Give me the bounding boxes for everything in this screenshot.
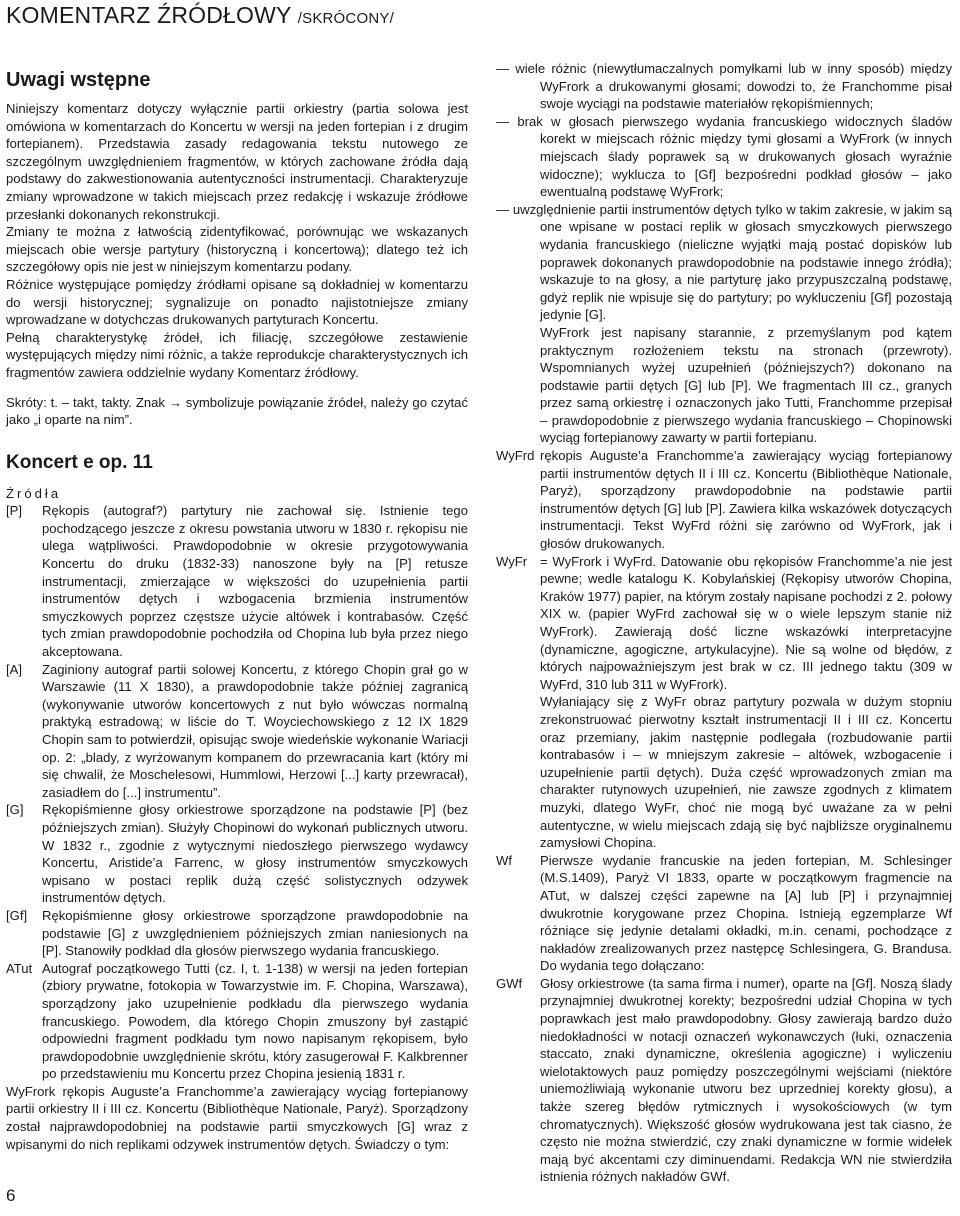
source-entry-g [6,801,468,907]
source-label: WyFr [496,553,528,569]
intro-heading: Uwagi wstępne [6,69,151,91]
source-label: [Gf] [6,907,28,923]
page-title [6,2,394,29]
intro-paragraph-4: Pełną charakterystykę źródeł, ich filiację, szczegółowe zestawienie występujących między nimi różnic, a także reprodukcje charakterystycznych ich fragmentów zawiera oddzielnie wydany Komentarz źródłowy. [6,329,468,380]
source-entry-wyfr [496,553,952,852]
source-label: [G] [6,802,24,818]
page-number: 6 [6,1186,16,1205]
source-label: WyFrd [496,448,535,464]
source-label: [A] [6,661,23,677]
evidence-item-1: — wiele różnic (niewytłumaczalnych pomyłkami lub w inny sposób) między WyFrork a drukowanymi głosami; dowodzi to, że Franchomme pisał swoje wyciągi na podstawie materiałów rękopiśmiennych; [496,61,952,112]
source-text: Głosy orkiestrowe (ta sama firma i numer), oparte na [Gf]. Noszą ślady przynajmniej dwukrotnej korekty; bezpośredni udział Chopina w tych poprawkach jest mało prawdopodobny. Głosy zawierają bardzo dużo niedokładności w notacji oznaczeń wykonawczych (łuki, oznaczenia staccato, znaki dynamiczne, określenia agogiczne) i wyliczeniu wielotaktowych pauz pomiędzy poszczególnymi wejściami (niektóre uniemożliwiają wykonanie utworu bez uprzedniej korekty głosu), a także szereg błędów rytmicznych i wysokościowych (w tym chromatycznych). Większość głosów wydrukowana jest tak ciasno, że często nie można stwierdzić, czy znaki dynamiczne w formie widełek mają być akcentami czy diminuendami. Redakcja WN nie stwierdziła istnienia różnych nakładów GWf. [540,975,952,1185]
source-text: Rękopis (autograf?) partytury nie zachował się. Istnienie tego pochodzącego jeszcze z okresu powstania utworu w 1830 r. rękopisu nie ulega wątpliwości. Prawdopodobnie w okresie przygotowywania Koncertu do druku (1832-33) nanoszone były na [P] retusze instrumentacji, zmierzające w większości do uzupełnienia partii instrumentów dętych i wzbogacenia brzmienia instrumentów smyczkowych poprzez częstsze użycie altówek i kontrabasów. Część tych zmian prawdopodobnie pochodziła od Chopina lub była przez niego akceptowana. [42,503,468,660]
source-entry-gf [6,907,468,960]
sources-heading: Źródła [6,485,62,501]
source-entry-wyfrd [496,447,952,553]
concert-heading: Koncert e op. 11 [6,451,153,473]
evidence-item-3: — uwzględnienie partii instrumentów dętych tylko w takim zakresie, w jakim są one wpisane w postaci replik w głosach smyczkowych pierwszego wydania francuskiego (nieliczne wyjątki mają postać dopisków lub poprawek dokonanych prawdopodobnie na podstawie innego źródła); wskazuje to na głosy, a nie partyturę jako przypuszczalną podstawę, gdyż replik nie wpisuje się do partytury; po wykluczeniu [Gf] pozostają jedynie [G]. [496,201,952,323]
source-entry-p [6,502,468,660]
left-column [6,60,468,1153]
wyfrork-description: WyFrork jest napisany starannie, z przemyślanym pod kątem praktycznym rozłożeniem tekstu na stronach (przewroty). Wspomnianych wyżej uzupełnień (późniejszych?) dokonano na podstawie partii dętych [G] lub [P]. We fragmentach III cz., granych przez samą orkiestrę i oznaczonych jako Tutti, Franchomme przepisał – prawdopodobnie z pierwszego wydania francuskiego – Chopinowski wyciąg fortepianowy zawarty w partii fortepianu. [540,324,952,446]
source-entry-atut [6,960,468,1083]
source-text: Pierwsze wydanie francuskie na jeden fortepian, M. Schlesinger (M.S.1409), Paryż VI 1833, oparte w początkowym fragmencie na ATut, w dalszej części zapewne na [A] lub [P] i przynajmniej dwukrotnie korygowane przez Chopina. Istnieją egzemplarze Wf różniące się jedynie detalami okładki, m.in. cenami, pochodzące z nakładów zrealizowanych przez następcę Schlesingera, G. Brandusa. Do wydania tego dołączano: [540,852,952,974]
source-entry-gwf [496,975,952,1186]
wyfr-text: = WyFrork i WyFrd. Datowanie obu rękopisów Franchomme’a nie jest pewne; wedle katalogu K. Kobylańskiej (Rękopisy utworów Chopina, Kraków 1977) papier, na którym zostały napisane pochodzi z 2. połowy XIX w. (papier WyFrd zachował się w o wiele lepszym stanie niż WyFrork). Zawierają dość liczne wskazówki interpretacyjne (dynamiczne, agogiczne, artykulacyjne). Nie są wolne od błędów, z których najpoważniejszym jest brak w cz. III jednego taktu (309 w WyFrd, 310 lub 311 w WyFrork). [540,553,952,692]
source-text: Rękopiśmienne głosy orkiestrowe sporządzone na podstawie [P] (bez późniejszych zmian). Służyły Chopinowi do wykonań publicznych utworu. W 1832 r., zgodnie z wytycznymi niedoszłego pierwszego wydawcy Koncertu, Aristide’a Farrenc, w głosy instrumentów smyczkowych wpisano w postaci replik dużą część solistycznych odzywek instrumentów dętych. [42,802,468,906]
source-text: Zaginiony autograf partii solowej Koncertu, z którego Chopin grał go w Warszawie (11 X 1830), a prawdopodobnie także później zagranicą (wykonywanie utworów koncertowych z nut było wówczas normalną praktyką estradową; w liście do T. Woyciechowskiego z 12 IX 1829 Chopin sam to potwierdził, opisując swoje wiedeńskie wykonanie Wariacji op. 2: „blady, z wyrżowanym kompanem do przewracania kart (który mi się chwalił, że Moschelesowi, Hummlowi, Herzowi [...] karty przewracał), zasiadłem do [...] instrumentu”. [42,661,468,800]
source-label: ATut [6,960,33,976]
source-label: GWf [496,975,523,991]
source-entry-a [6,661,468,802]
wyfr-extra: Wyłaniający się z WyFr obraz partytury pozwala w dużym stopniu zrekonstruować pierwotny kształt instrumentacji II i III cz. Koncertu oraz przemiany, jakim następnie podlegała (rozbudowanie partii kontrabasów i – w mniejszym zakresie – altówek, wzbogacenie i uzupełnienie partii dętych). Duża część wprowadzonych zmian ma charakter rutynowych uzupełnień, nie zawsze zgodnych z klimatem muzyki, dlatego WyFr, choć nie mogą być uważane za w pełni autentyczne, w wielu miejscach zdają się być najbliższe oryginalnemu zamysłowi Chopina. [540,694,952,851]
source-text [540,553,952,852]
source-text: Rękopiśmienne głosy orkiestrowe sporządzone prawdopodobnie na podstawie [G] z uwzględnieniem późniejszych zmian naniesionych na [P]. Stanowiły podkład dla głosów pierwszego wydania francuskiego. [42,907,468,959]
source-text: Autograf początkowego Tutti (cz. I, t. 1-138) w wersji na jeden fortepian (zbiory prywatne, fotokopia w Towarzystwie im. F. Chopina, Warszawa), sporządzony jako uzupełnienie podkładu dla pierwszego wydania francuskiego. Powodem, dla którego Chopin zmuszony był zastąpić odpowiedni fragment podkładu tym nowo napisanym rękopisem, było prawdopodobnie uwzględnienie skrótu, który zasugerował F. Kalkbrenner po przedstawieniu mu Koncertu przez Chopina jesienią 1831 r. [42,960,468,1082]
source-label: [P] [6,503,23,519]
source-label: Wf [496,852,512,868]
title-subtitle: /SKRÓCONY/ [297,10,394,27]
source-entry-wf [496,852,952,975]
evidence-item-2: — brak w głosach pierwszego wydania francuskiego widocznych śladów korekt w miejscach różnic między tymi głosami a WyFrork (w innych miejscach ślady poprawek są w drukowanych głosach wyraźnie widoczne); wyklucza to [Gf] bezpośredni podkład głosów – jako ewentualną podstawę WyFrork; [496,113,952,200]
source-text: rękopis Auguste’a Franchomme’a zawierający wyciąg fortepianowy partii instrumentów dętych II i III cz. Koncertu (Bibliothèque Nationale, Paryż), sporządzony prawdopodobnie na podstawie partii instrumentów dętych [G] lub [P]. Zawiera kilka wskazówek dotyczących instrumentacji. Tekst WyFrd różni się zarówno od WyFrork, jak i głosów drukowanych. [540,448,952,552]
title-main: KOMENTARZ ŹRÓDŁOWY [6,2,292,28]
source-entry-wyfrork: WyFrork rękopis Auguste’a Franchomme’a zawierający wyciąg fortepianowy partii orkiestry II i III cz. Koncertu (Bibliothèque Nationale, Paryż). Sporządzony został najprawdopodobniej na podstawie partii smyczkowych [G] wraz z wpisanymi do nich replikami odzywek instrumentów dętych. Świadczy o tym: [6,1083,468,1152]
intro-paragraph-1: Niniejszy komentarz dotyczy wyłącznie partii orkiestry (partia solowa jest omówiona w komentarzach do Koncertu w wersji na jeden fortepian i z drugim fortepianem). Przedstawia zasady redagowania tekstu nutowego ze szczególnym uwzględnieniem fragmentów, w których zachowane źródła dają podstawy do zakwestionowania autentyczności instrumentacji. Charakteryzuje zmiany wprowadzone w takich miejscach przez redakcję i wskazuje źródłowe przesłanki dokonanych rekonstrukcji. [6,101,468,222]
intro-paragraph-2: Zmiany te można z łatwością zidentyfikować, porównując we wskazanych miejscach obie wersje partytury (historyczną i koncertową); dlatego też ich szczegółowy opis nie jest w niniejszym komentarzu podany. [6,224,468,275]
intro-paragraph-3: Różnice występujące pomiędzy źródłami opisane są dokładniej w komentarzu do wersji historycznej; sygnalizuje on ponadto najistotniejsze zmiany wprowadzane w dotychczas drukowanych partyturach Koncertu. [6,276,468,328]
abbreviation-note: Skróty: t. – takt, takty. Znak → symbolizuje powiązanie źródeł, należy go czytać jako „i oparte na nim”. [6,394,468,428]
right-column [496,60,952,1186]
